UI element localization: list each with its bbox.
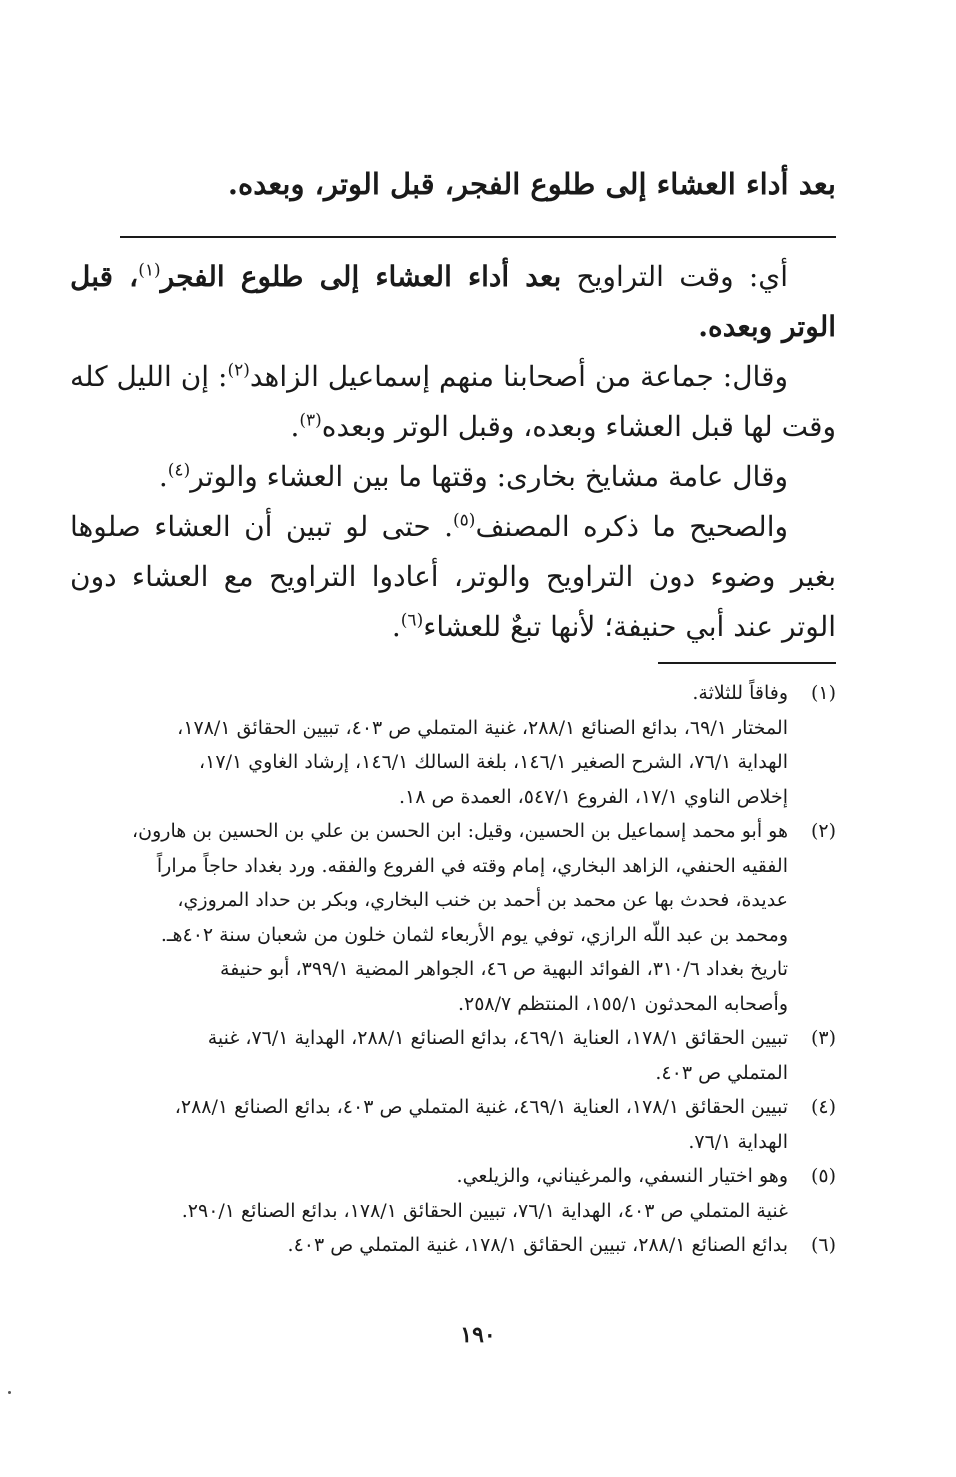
p1-bold: بعد أداء العشاء إلى طلوع الفجر [160,260,562,293]
footnote-line: الهداية ٧٦/١، الشرح الصغير ١٤٦/١، بلغة السالك ١٤٦/١، إرشاد الغاوي ١٧/١، [199,751,788,773]
commentary-paragraph-1 [70,252,836,352]
footnote-4 [70,1090,836,1159]
p3-text-b: . [158,460,168,493]
p4-text-b: . حتى لو تبين أن العشاء صلوها بغير وضوء دون التراويح والوتر، أعادوا التراويح مع العشاء دون الوتر عند أبي حنيفة؛ لأنها تبعٌ للعشاء [70,510,836,643]
footnote-3 [70,1021,836,1090]
footnote-line: المتملي ص ٤٠٣. [655,1061,788,1084]
footnote-line: تبيين الحقائق ١٧٨/١، العناية ٤٦٩/١، بدائع الصنائع ٢٨٨/١، الهداية ٧٦/١، غنية [207,1027,788,1049]
footnote-line: هو أبو محمد إسماعيل بن الحسين، وقيل: ابن الحسن بن علي بن الحسين بن هارون، [132,820,788,842]
footnote-ref-1[interactable]: (١) [138,260,161,281]
footnote-separator-rule [658,662,836,664]
p2-text-c: . [290,410,300,443]
footnote-line: المختار ٦٩/١، بدائع الصنائع ٢٨٨/١، غنية المتملي ص ٤٠٣، تبيين الحقائق ١٧٨/١، [177,716,788,739]
footnote-ref-6[interactable]: (٦) [400,610,424,631]
footnote-line: إخلاص الناوي ١٧/١، الفروع ٥٤٧/١، العمدة ص ١٨. [398,785,788,808]
commentary-paragraph-2 [70,352,836,452]
commentary-body [70,252,836,652]
footnote-line: وهو اختيار النسفي، والمرغيناني، والزيلعي. [456,1165,788,1187]
footnote-number: (٤) [810,1096,836,1118]
p2-text-a: وقال: جماعة من أصحابنا منهم إسماعيل الزاهد [249,360,788,393]
footnote-ref-5[interactable]: (٥) [453,510,476,531]
footnote-line: وأصحابه المحدثون ١٥٥/١، المنتظم ٢٥٨/٧. [457,992,788,1015]
footnote-ref-3[interactable]: (٣) [299,410,322,431]
p2-text-b: : إن الليل كله وقت لها قبل العشاء وبعده، وقبل الوتر وبعده [70,360,836,443]
p1-lead: أي: وقت التراويح [561,260,788,293]
footnote-ref-4[interactable]: (٤) [167,460,191,481]
footnote-line: عديدة، فحدث بها عن محمد بن أحمد بن خنب البخاري، وبكر بن حداد المروزي، [177,889,788,911]
footnote-text [70,676,788,814]
commentary-paragraph-3 [70,452,836,502]
p1-bold-2: ، قبل الوتر وبعده. [70,260,836,343]
footnote-line: غنية المتملي ص ٤٠٣، الهداية ٧٦/١، تبيين الحقائق ١٧٨/١، بدائع الصنائع ٢٩٠/١. [181,1199,788,1222]
footnote-line: تبيين الحقائق ١٧٨/١، العناية ٤٦٩/١، غنية المتملي ص ٤٠٣، بدائع الصنائع ٢٨٨/١، [174,1096,788,1118]
footnote-line: الفقيه الحنفي، الزاهد البخاري، إمام وقته في الفروع والفقه. ورد بغداد حاجاً مراراً [156,854,788,877]
footnote-text [70,1159,788,1228]
footnote-text [70,1021,788,1090]
p4-text-a: والصحيح ما ذكره المصنف [475,510,788,543]
footnote-6 [70,1228,836,1263]
footnote-1 [70,676,836,814]
footnote-text [70,814,788,1021]
footnote-line: وفاقاً للثلاثة. [692,682,788,704]
footnote-text [70,1090,788,1159]
page-number: ١٩٠ [460,1322,496,1348]
footnote-number: (٣) [810,1027,836,1049]
footnote-number: (١) [810,682,836,704]
matn-separator-rule [120,236,836,238]
commentary-paragraph-4 [70,502,836,652]
footnote-line: الهداية ٧٦/١. [688,1130,788,1153]
footnote-number: (٦) [810,1234,836,1256]
footnote-number: (٥) [810,1165,836,1187]
footnote-line: تاريخ بغداد ٣١٠/٦، الفوائد البهية ص ٤٦، الجواهر المضية ٣٩٩/١، أبو حنيفة [220,958,788,980]
footnote-line: ومحمد بن عبد اللّه الرازي، توفي يوم الأربعاء لثمان خلون من شعبان سنة ٤٠٢هـ. [160,923,788,946]
footnote-line: بدائع الصنائع ٢٨٨/١، تبيين الحقائق ١٧٨/١، غنية المتملي ص ٤٠٣. [287,1234,788,1256]
matn-heading: بعد أداء العشاء إلى طلوع الفجر، قبل الوتر، وبعده. [227,167,836,201]
footnote-number: (٢) [810,820,836,842]
footnote-5 [70,1159,836,1228]
footnote-text [70,1228,788,1263]
footnotes-section [70,676,836,1263]
p3-text-a: وقال عامة مشايخ بخارى: وقتها ما بين العشاء والوتر [190,460,788,493]
footnote-ref-2[interactable]: (٢) [227,360,250,381]
scan-speck [8,1391,11,1394]
p4-text-c: . [391,610,401,643]
footnote-2 [70,814,836,1021]
